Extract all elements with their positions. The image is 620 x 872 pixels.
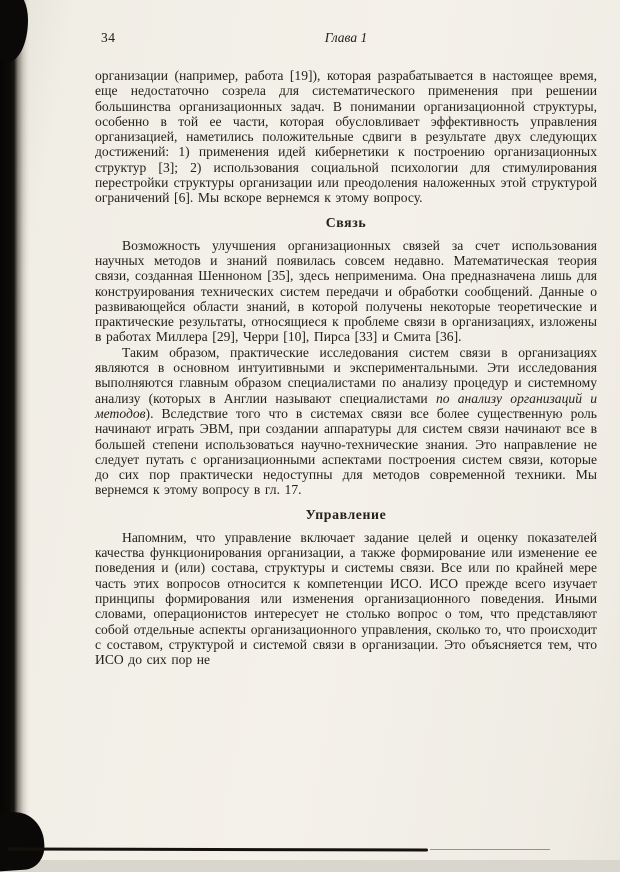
scan-artifact-bottom-line-faint xyxy=(430,849,550,850)
paragraph-svyaz-2 xyxy=(95,345,597,498)
page-number: 34 xyxy=(101,30,116,45)
scan-artifact-bottom-left xyxy=(0,810,46,871)
running-header-chapter: Глава 1 xyxy=(324,30,368,45)
paragraph-intro: организации (например, работа [19]), которая разрабатывается в настоящее время, еще недостаточно созрела для систематического применения при решении большинства организационных задач. В понимании организационной структуры, особенно в той ее части, которая обусловливает эффективность управления организацией, наметились положительные сдвиги в результате двух следующих достижений: 1) применения идей кибернетики к построению организационных структур [3]; 2) использования социальной психологии для стимулирования перестройки структуры организации или преодоления наложенных этой структурой ограничений [6]. Мы вскоре вернемся к этому вопросу. xyxy=(95,68,597,206)
paragraph-svyaz-2-text-after: ). Вследствие того что в системах связи все более существенную роль начинают играть ЭВМ, при создании аппаратуры для систем связи начинают все в большей степени использоваться научно-технические знания. Это направление не следует путать с организационными аспектами построения систем связи, которые до сих пор практически недоступны для методов современной техники. Мы вернемся к этому вопросу в гл. 17. xyxy=(95,405,597,498)
scan-binding-shadow xyxy=(0,0,30,860)
page-content xyxy=(95,30,597,667)
section-heading-upravlenie: Управление xyxy=(305,506,387,522)
paragraph-svyaz-1: Возможность улучшения организационных связей за счет использования научных методов и знаний появилась совсем недавно. Математическая теория связи, созданная Шенноном [35], здесь неприменима. Она предназначена лишь для конструирования технических систем передачи и обработки сообщений. Данные о развивающейся области знаний, в которой получены некоторые теоретические и практические результаты, относящиеся к проблеме связи в организациях, изложены в работах Миллера [29], Черри [10], Пирса [33] и Смита [36]. xyxy=(95,237,597,345)
page-header xyxy=(95,30,597,48)
paragraph-upravlenie: Напомним, что управление включает задание целей и оценку показателей качества функционирования организации, а также формирование или изменение ее поведения и (или) состава, структуры и системы связи. Все или по крайней мере часть этих вопросов относится к компетенции ИСО. ИСО прежде всего изучает принципы формирования или изменения организационного поведения. Иными словами, операционистов интересует не столько вопрос о том, что представляют собой отдельные аспекты организационного управления, сколько то, что происходит с составом, структурой и системой связи в организации. Это объясняется тем, что ИСО до сих пор не xyxy=(95,529,597,668)
paragraph-svyaz-2-text-before: Таким образом, практические исследования систем связи в организациях являются в основном интуитивными и экспериментальными. Эти исследования выполняются главным образом специалистами по анализу процедур и системному анализу (которых в Англии называют специалистами xyxy=(95,344,597,406)
section-heading-svyaz: Связь xyxy=(325,214,367,230)
paragraph-svyaz-2-italic-phrase: по анализу организаций и методов xyxy=(95,390,598,421)
scan-artifact-bottom-line xyxy=(8,847,428,851)
